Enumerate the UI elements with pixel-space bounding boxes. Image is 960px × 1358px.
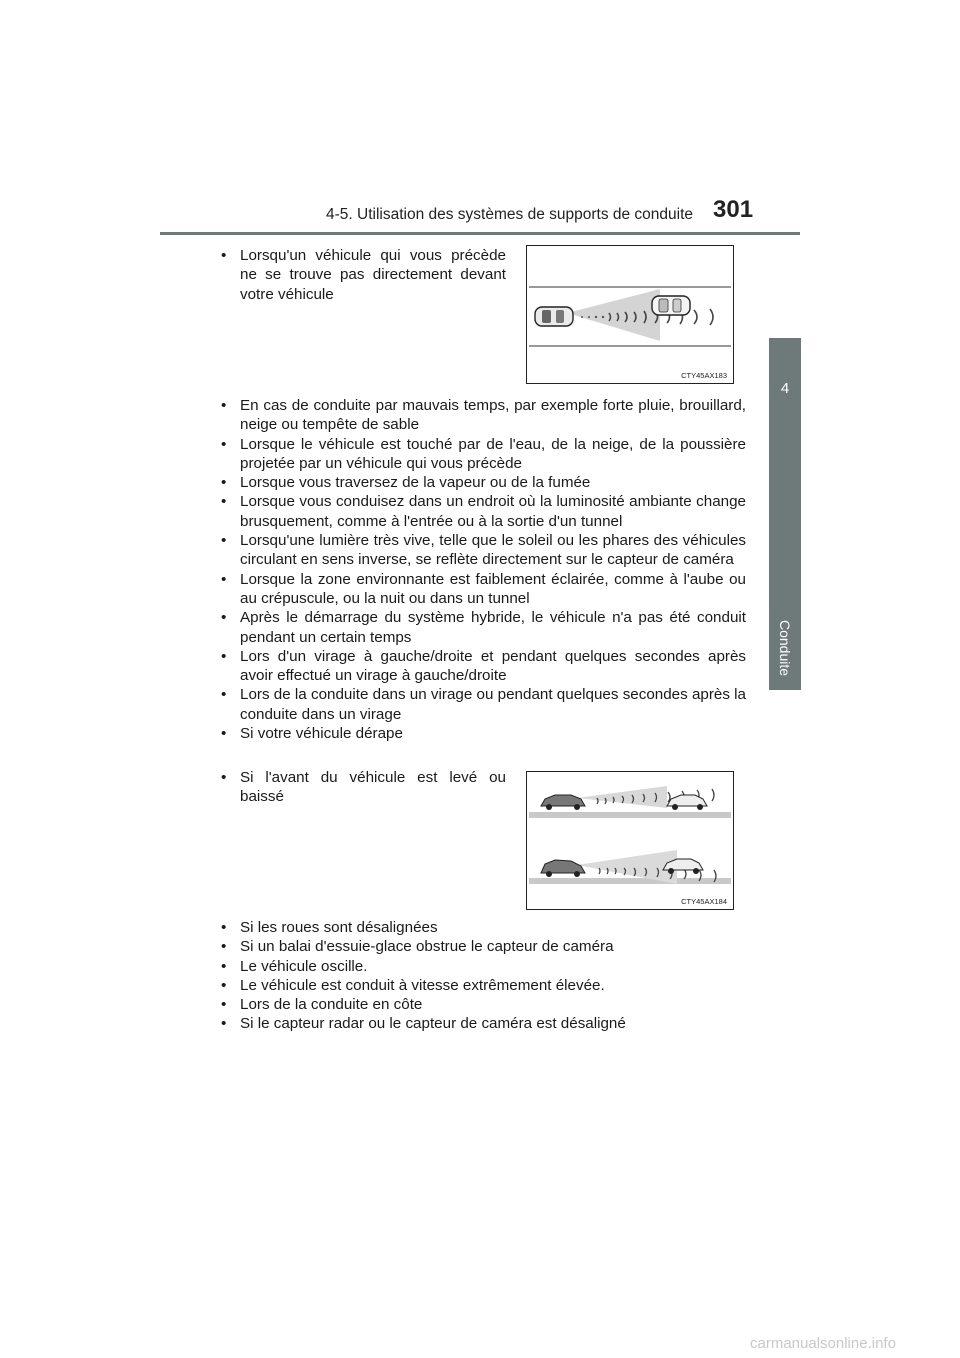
list-item: • Lors de la conduite dans un virage ou pendant quelques secondes après la conduite dans un virage xyxy=(214,685,746,724)
list-item: • Lorsqu'une lumière très vive, telle que le soleil ou les phares des véhicules circulant en sens inverse, se reflète directement sur le capteur de caméra xyxy=(214,531,746,570)
figure-code: CTY45AX184 xyxy=(681,897,727,906)
bullet-list-pitch xyxy=(214,768,506,807)
figure-offset-vehicle xyxy=(526,245,734,384)
figure-vehicle-pitch xyxy=(526,771,734,910)
list-item: • En cas de conduite par mauvais temps, par exemple forte pluie, brouillard, neige ou tempête de sable xyxy=(214,396,746,435)
bullet-list-top xyxy=(214,246,506,304)
watermark-text: carmanualsonline.info xyxy=(750,1335,896,1352)
section-title: 4-5. Utilisation des systèmes de supports de conduite xyxy=(326,206,694,223)
list-item: • Lorsque vous conduisez dans un endroit où la luminosité ambiante change brusquement, comme à l'entrée ou à la sortie d'un tunnel xyxy=(214,492,746,531)
bullet-list-bottom xyxy=(214,918,746,1034)
list-item: • Si les roues sont désalignées xyxy=(214,918,746,937)
header-divider xyxy=(160,232,800,235)
list-item: • Lorsqu'un véhicule qui vous précède ne se trouve pas directement devant votre véhicule xyxy=(214,246,506,304)
list-item: • Lorsque la zone environnante est faiblement éclairée, comme à l'aube ou au crépuscule, ou la nuit ou dans un tunnel xyxy=(214,570,746,609)
list-item: • Le véhicule oscille. xyxy=(214,957,746,976)
list-item: • Lorsque vous traversez de la vapeur ou de la fumée xyxy=(214,473,746,492)
list-item: • Si un balai d'essuie-glace obstrue le capteur de caméra xyxy=(214,937,746,956)
list-item: • Si l'avant du véhicule est levé ou baissé xyxy=(214,768,506,807)
vehicle-pitch-illustration xyxy=(527,772,733,909)
list-item: • Si votre véhicule dérape xyxy=(214,724,746,743)
list-item: • Lors de la conduite en côte xyxy=(214,995,746,1014)
chapter-label: Conduite xyxy=(777,619,793,677)
figure-code: CTY45AX183 xyxy=(681,371,727,380)
list-item: • Si le capteur radar ou le capteur de caméra est désaligné xyxy=(214,1014,746,1033)
list-item: • Le véhicule est conduit à vitesse extrêmement élevée. xyxy=(214,976,746,995)
list-item: • Après le démarrage du système hybride, le véhicule n'a pas été conduit pendant un certain temps xyxy=(214,608,746,647)
page-number: 301 xyxy=(713,196,754,223)
list-item: • Lorsque le véhicule est touché par de l'eau, de la neige, de la poussière projetée par un véhicule qui vous précède xyxy=(214,435,746,474)
chapter-number: 4 xyxy=(780,380,790,397)
bullet-list-middle xyxy=(214,396,746,743)
offset-vehicle-illustration xyxy=(527,246,733,383)
list-item: • Lors d'un virage à gauche/droite et pendant quelques secondes après avoir effectué un virage à gauche/droite xyxy=(214,647,746,686)
